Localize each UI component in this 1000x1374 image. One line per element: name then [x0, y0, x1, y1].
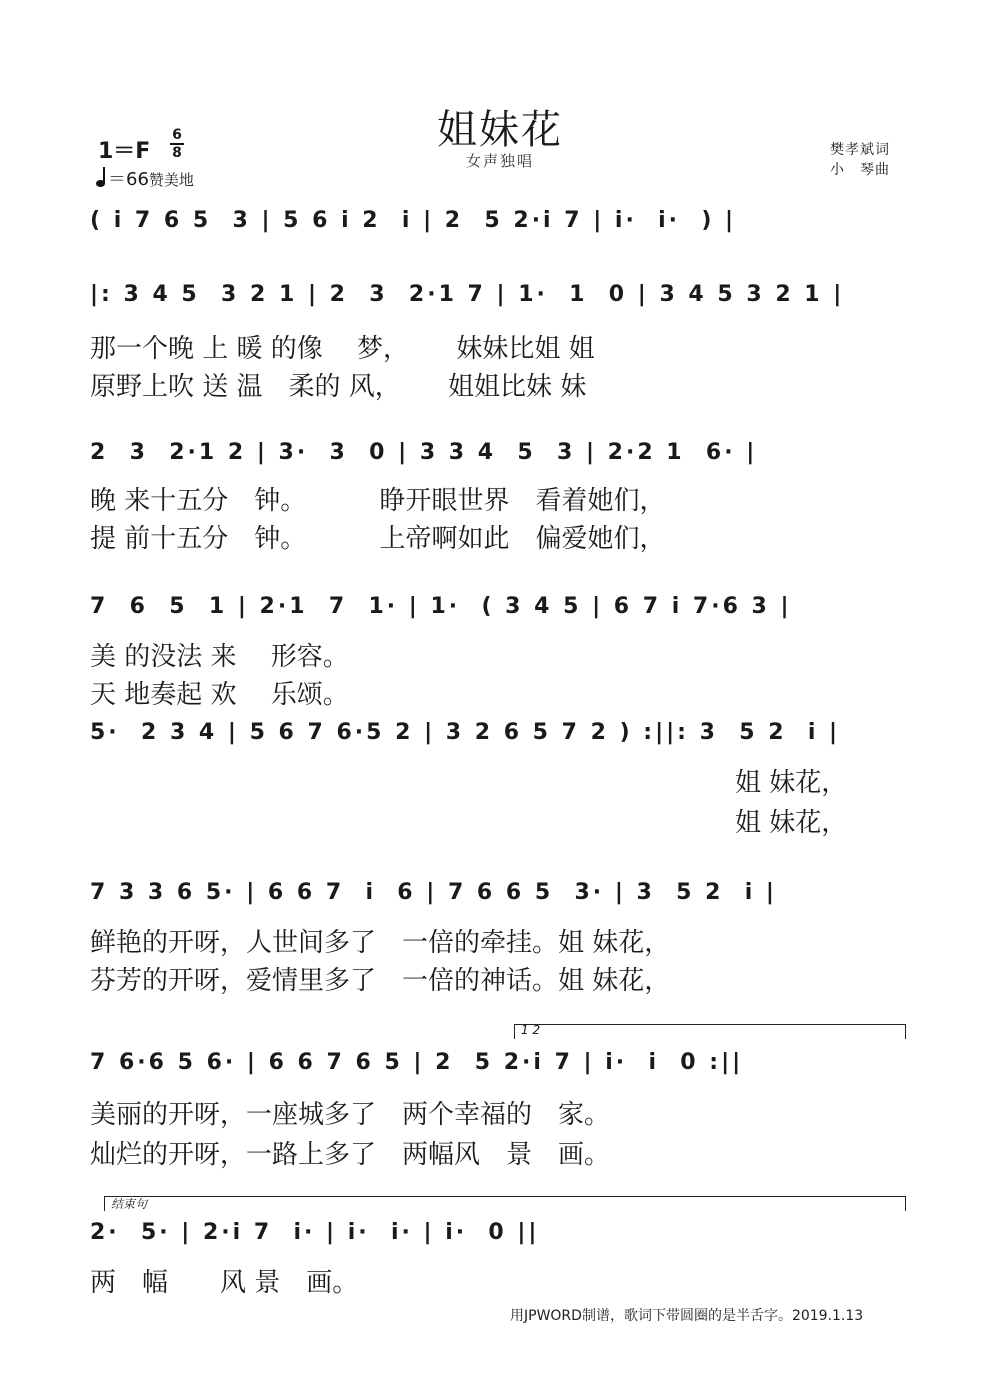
composer-credit: 小 琴曲 — [830, 162, 890, 178]
meter-bottom: 8 — [172, 145, 182, 161]
coda-bracket — [104, 1196, 906, 1211]
coda-label: 结束句 — [111, 1197, 148, 1211]
lyrics-verse-2: 芬芳的开呀，爱情里多了 一倍的神话。姐 妹花， — [90, 966, 671, 996]
tempo-value: ＝66 — [108, 169, 149, 190]
volta-bracket-1-2 — [514, 1024, 906, 1039]
lyricist-credit: 樊孝斌词 — [830, 142, 890, 158]
time-signature — [170, 128, 184, 160]
lyrics-verse-1: 美丽的开呀，一座城多了 两个幸福的 家。 — [90, 1100, 611, 1130]
song-title: 姐妹花 — [437, 107, 563, 153]
lyrics-verse-1: 美 的没法 来 形容。 — [90, 642, 349, 672]
notes-line: 7 6 5 1 | 2·1 7 1· | 1· ( 3 4 5 | 6 7 i 7·6 3 | — [90, 594, 792, 619]
score-row-2 — [90, 440, 910, 560]
notes-line: ( i 7 6 5 3 | 5 6 i 2 i | 2 5 2·i 7 | i· i· ) | — [90, 208, 737, 233]
volta-label: 1 2 — [521, 1023, 541, 1037]
score-row-intro — [90, 208, 910, 248]
notes-line: 7 6·6 5 6· | 6 6 7 6 5 | 2 5 2·i 7 | i· i 0 :|| — [90, 1050, 744, 1075]
lyrics-verse-1: 那一个晚 上 暖 的像 梦， 妹妹比姐 姐 — [90, 334, 595, 364]
notes-line: 2 3 2·1 2 | 3· 3 0 | 3 3 4 5 3 | 2·2 1 6· | — [90, 440, 758, 465]
quarter-note-icon — [96, 167, 106, 187]
lyrics-verse-2: 原野上吹 送 温 柔的 风， 姐姐比妹 妹 — [90, 372, 587, 402]
score-row-ending — [90, 1220, 910, 1300]
lyrics-verse-1: 两 幅 风 景 画。 — [90, 1268, 359, 1298]
lyrics-verse-2: 姐 妹花， — [735, 808, 848, 838]
lyrics-verse-2: 灿烂的开呀，一路上多了 两幅风 景 画。 — [90, 1140, 611, 1170]
lyrics-verse-2: 提 前十五分 钟。 上帝啊如此 偏爱她们， — [90, 524, 666, 554]
lyrics-verse-1: 姐 妹花， — [735, 768, 848, 798]
score-row-6 — [90, 1050, 910, 1170]
tempo-marking — [96, 165, 194, 191]
meter-top: 6 — [172, 127, 182, 143]
notes-line: 2· 5· | 2·i 7 i· | i· i· | i· 0 || — [90, 1220, 540, 1245]
tempo-expression: 赞美地 — [148, 171, 194, 189]
lyrics-verse-1: 鲜艳的开呀，人世间多了 一倍的牵挂。姐 妹花， — [90, 928, 671, 958]
song-subtitle: 女声独唱 — [465, 152, 534, 170]
score-row-3 — [90, 594, 910, 714]
footer-note: 用JPWORD制谱，歌词下带圆圈的是半舌字。2019.1.13 — [510, 1308, 864, 1324]
notes-line: 7 3 3 6 5· | 6 6 7 i 6 | 7 6 6 5 3· | 3 5 2 i | — [90, 880, 777, 905]
score-row-4 — [90, 720, 910, 840]
key-signature: 1＝F — [98, 139, 151, 164]
score-row-1 — [90, 282, 910, 402]
notes-line: 5· 2 3 4 | 5 6 7 6·5 2 | 3 2 6 5 7 2 ) :||: 3 5 2 i | — [90, 720, 841, 745]
lyrics-verse-1: 晚 来十五分 钟。 睁开眼世界 看着她们， — [90, 486, 666, 516]
score-row-5 — [90, 880, 910, 1000]
notes-line: |: 3 4 5 3 2 1 | 2 3 2·1 7 | 1· 1 0 | 3 4 5 3 2 1 | — [90, 282, 845, 307]
credits — [830, 140, 890, 180]
lyrics-verse-2: 天 地奏起 欢 乐颂。 — [90, 680, 349, 710]
